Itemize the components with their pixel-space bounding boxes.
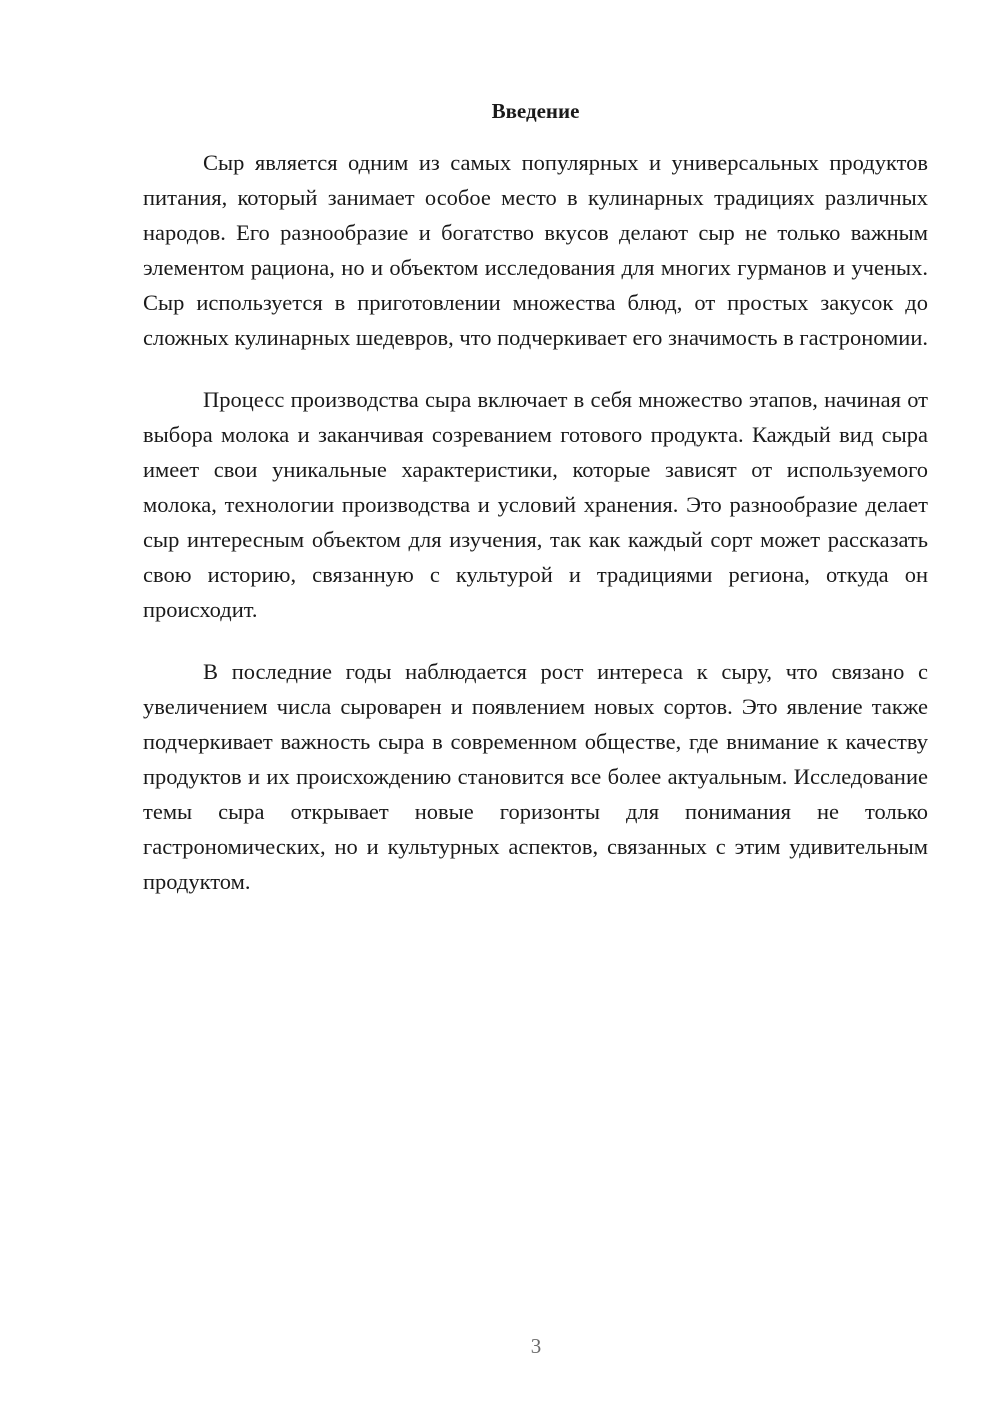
- paragraph-2: Процесс производства сыра включает в себя множество этапов, начиная от выбора молока и заканчивая созреванием готового продукта. Каждый вид сыра имеет свои уникальные характеристики, которые зависят от используемого молока, технологии производства и условий хранения. Это разнообразие делает сыр интересным объектом для изучения, так как каждый сорт может рассказать свою историю, связанную с культурой и традициями региона, откуда он происходит.: [143, 387, 928, 622]
- document-body: [143, 145, 928, 926]
- paragraph-3: В последние годы наблюдается рост интереса к сыру, что связано с увеличением числа сыроварен и появлением новых сортов. Это явление также подчеркивает важность сыра в современном обществе, где внимание к качеству продуктов и их происхождению становится все более актуальным. Исследование темы сыра открывает новые горизонты для понимания не только гастрономических, но и культурных аспектов, связанных с этим удивительным продуктом.: [143, 659, 928, 894]
- paragraph-1: Сыр является одним из самых популярных и универсальных продуктов питания, который занимает особое место в кулинарных традициях различных народов. Его разнообразие и богатство вкусов делают сыр не только важным элементом рациона, но и объектом исследования для многих гурманов и ученых. Сыр используется в приготовлении множества блюд, от простых закусок до сложных кулинарных шедевров, что подчеркивает его значимость в гастрономии.: [143, 150, 929, 350]
- page-title: Введение: [491, 99, 580, 123]
- page-number: 3: [530, 1334, 542, 1358]
